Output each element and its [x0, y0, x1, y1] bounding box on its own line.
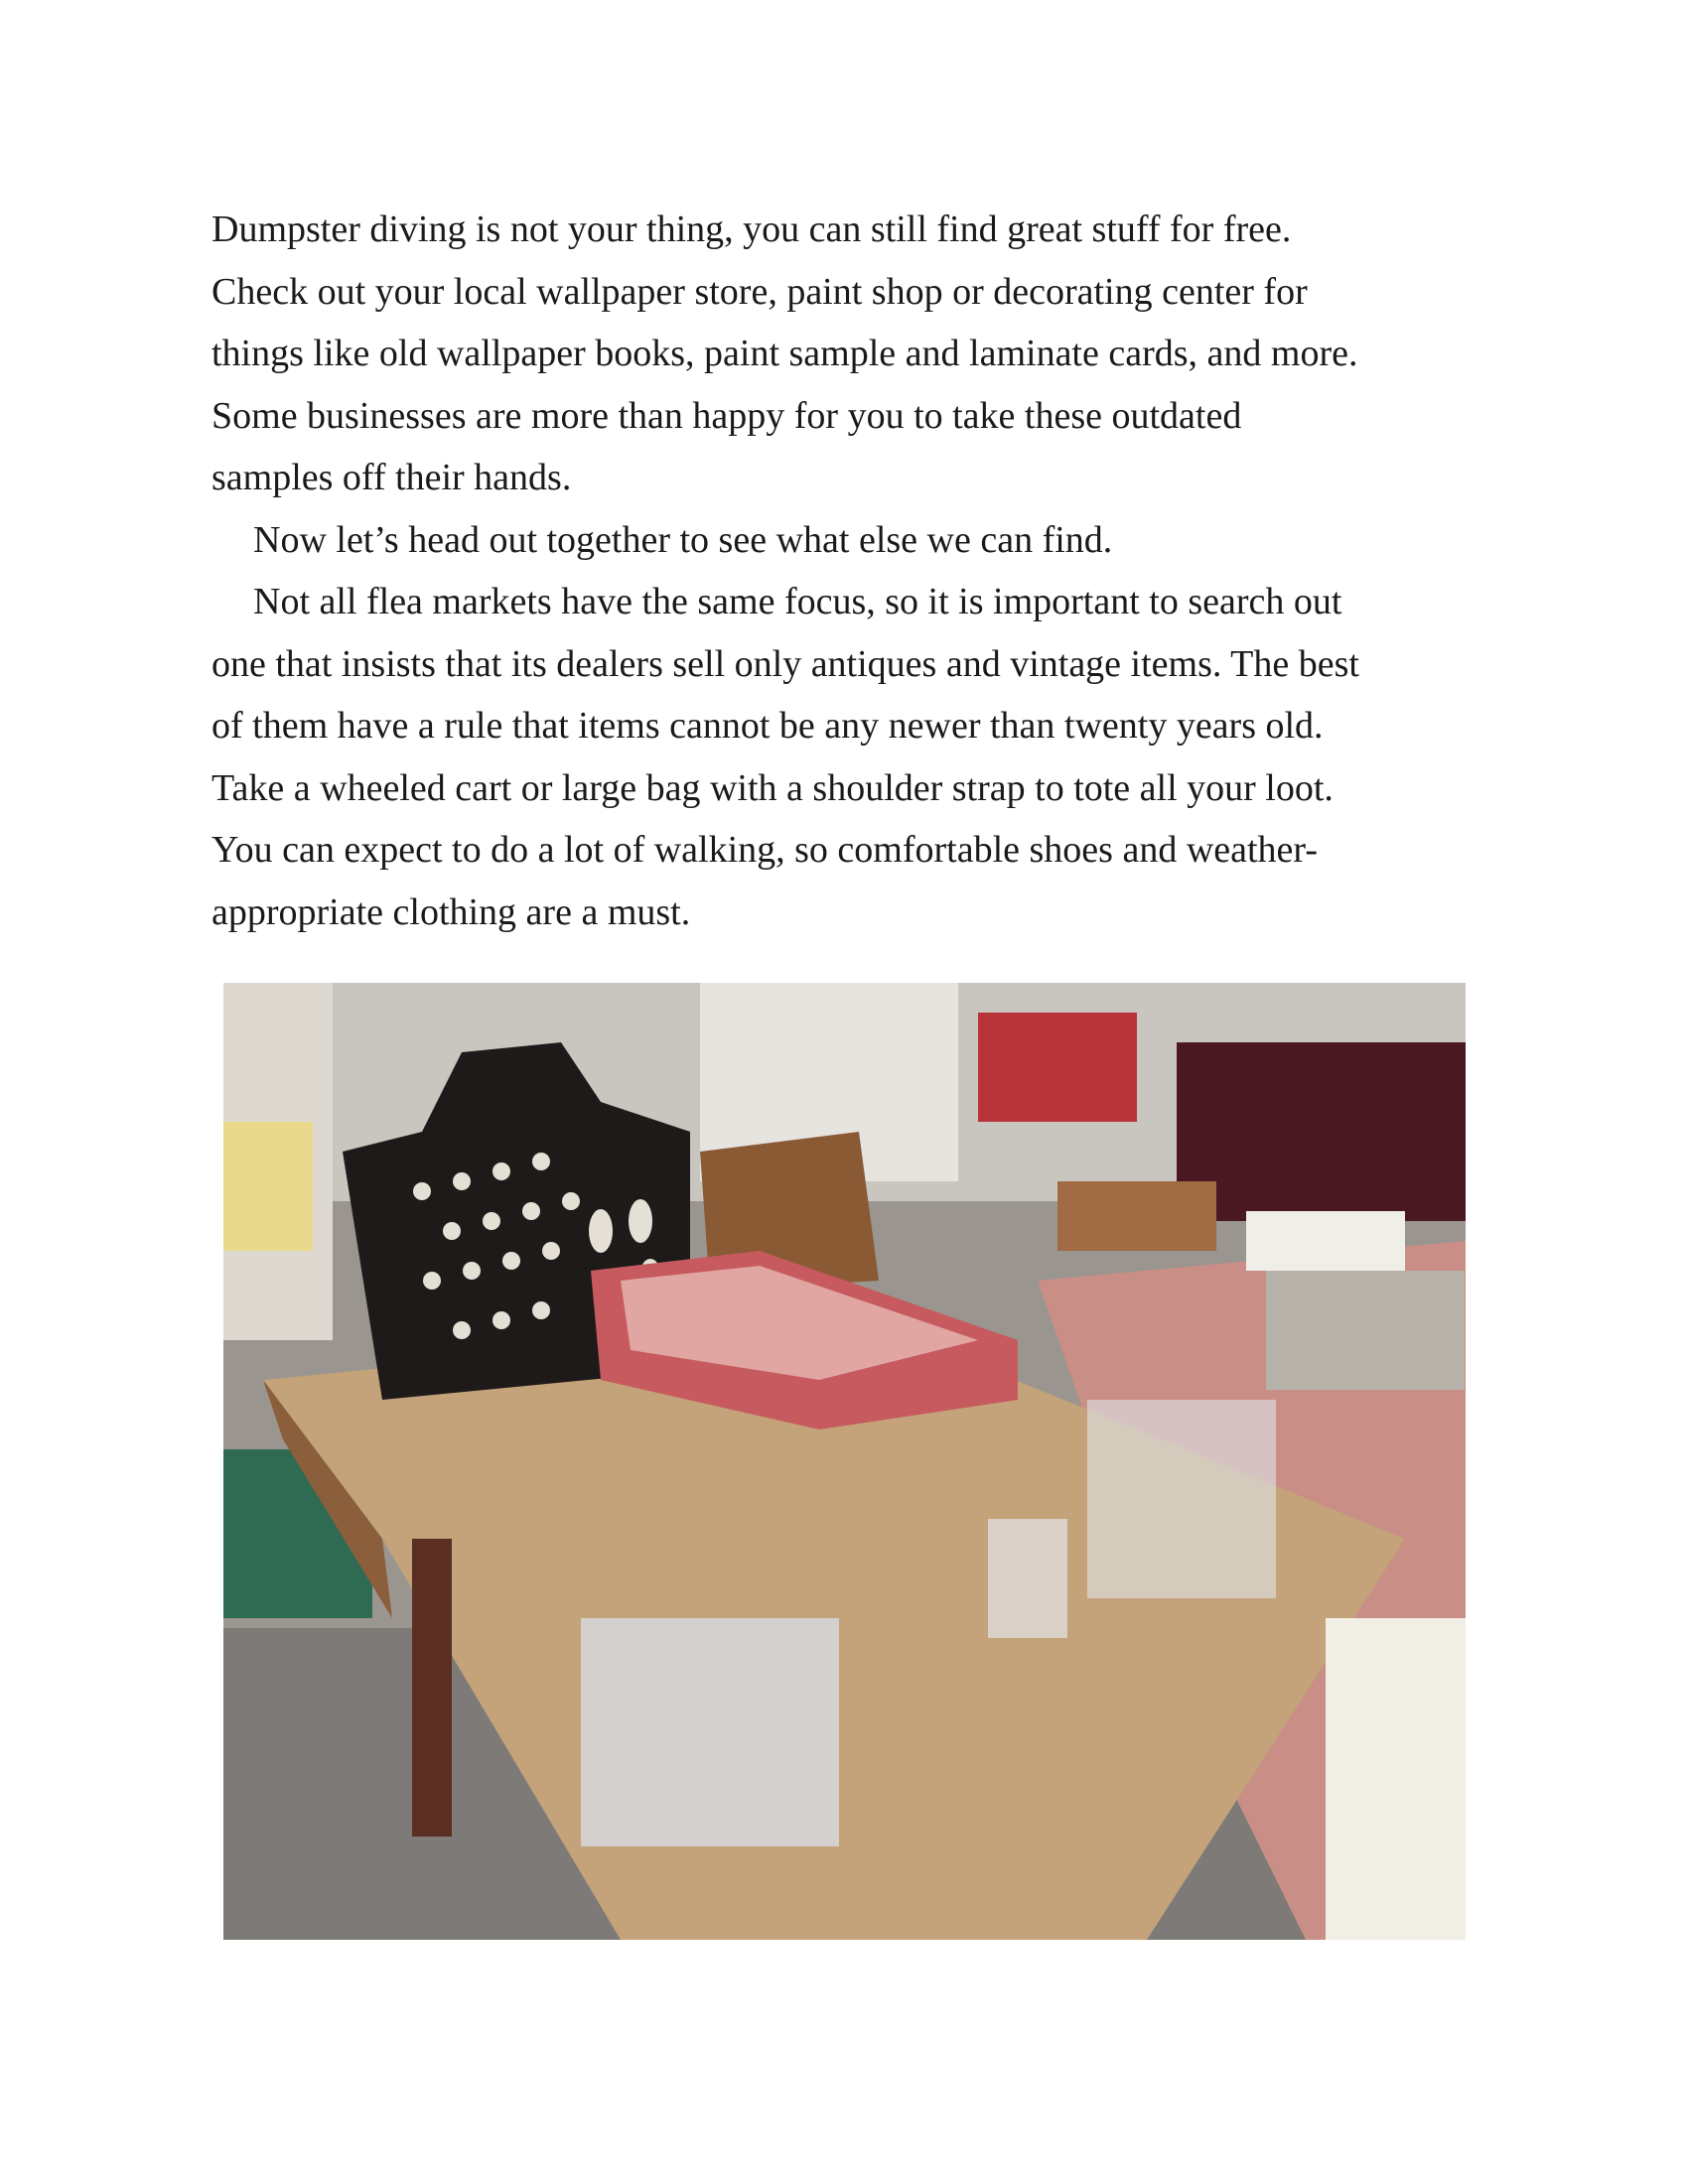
plastic-bin [581, 1618, 839, 1846]
text-line: You can expect to do a lot of walking, so comfortable shoes and weather- [211, 829, 1318, 871]
small-jar [988, 1519, 1067, 1638]
white-stool [1326, 1618, 1466, 1940]
table-leg [412, 1539, 452, 1837]
white-box [1246, 1211, 1405, 1271]
wooden-tray [1057, 1181, 1216, 1251]
flea-market-table-photo [223, 983, 1466, 1940]
text-line: samples off their hands. [211, 457, 572, 498]
yellow-pot [223, 1122, 313, 1251]
dark-cabinet [1177, 1042, 1466, 1221]
text-line: things like old wallpaper books, paint sample and laminate cards, and more. [211, 333, 1358, 374]
text-line: Some businesses are more than happy for you to take these outdated [211, 394, 1242, 437]
text-line: Take a wheeled cart or large bag with a shoulder strap to tote all your loot. [211, 766, 1334, 809]
red-bench [978, 1013, 1137, 1122]
glass-jar [1087, 1400, 1276, 1598]
text-line: one that insists that its dealers sell only antiques and vintage items. The best [211, 642, 1359, 685]
text-line: Now let’s head out together to see what else we can find. [253, 518, 1113, 561]
text-line: appropriate clothing are a must. [211, 890, 691, 933]
body-text [211, 199, 1492, 943]
text-line: Check out your local wallpaper store, paint shop or decorating center for [211, 270, 1308, 313]
text-line: Dumpster diving is not your thing, you can still find great stuff for free. [211, 208, 1292, 250]
photo-illustration [223, 983, 1466, 1940]
text-line: of them have a rule that items cannot be any newer than twenty years old. [211, 705, 1324, 747]
text-line: Not all flea markets have the same focus, so it is important to search out [253, 581, 1342, 622]
sample-cards [1266, 1271, 1465, 1390]
